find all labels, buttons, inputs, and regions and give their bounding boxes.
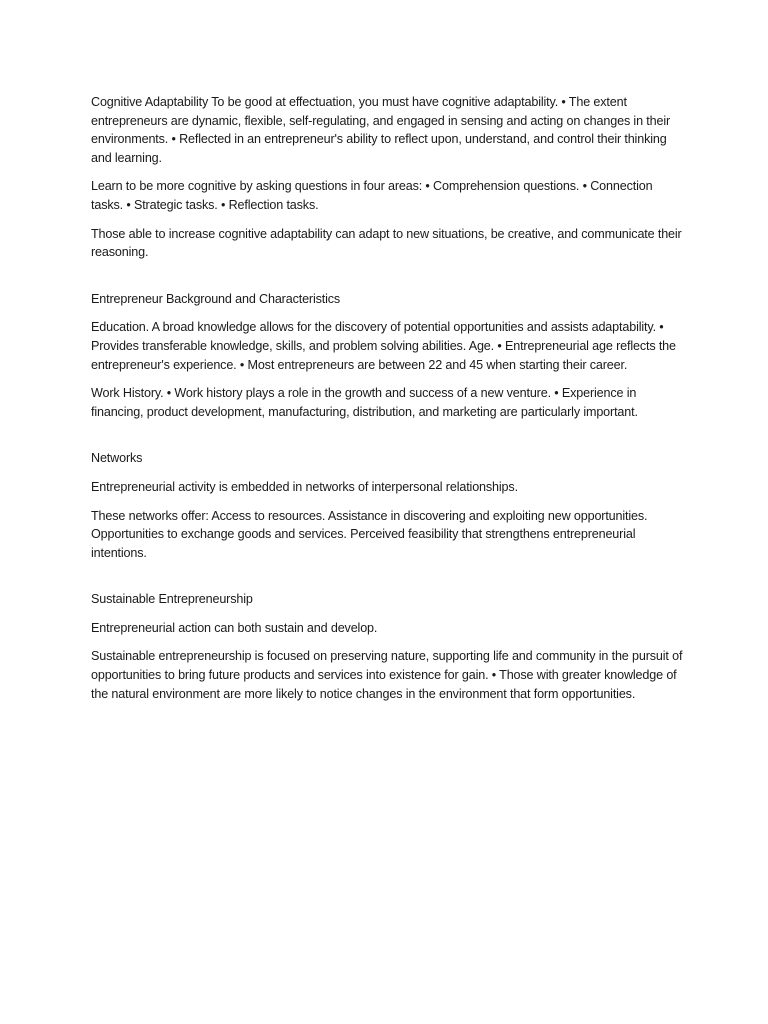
paragraph: These networks offer: Access to resources. Assistance in discovering and exploiting new opportunities. Opportunities to exchange goods and services. Perceived feasibility that strengthens entrepreneurial intentions. [91,508,648,560]
paragraph: Those able to increase cognitive adaptability can adapt to new situations, be creative, and communicate their reasoning. [91,226,682,260]
section-background-characteristics [91,290,683,422]
paragraph: Learn to be more cognitive by asking questions in four areas: • Comprehension questions. • Connection tasks. • Strategic tasks. • Reflection tasks. [91,179,653,212]
paragraph: Education. A broad knowledge allows for the discovery of potential opportunities and assists adaptability. • Provides transferable knowledge, skills, and problem solving abilities. Age. • Entrepreneurial age reflects the entrepreneur's experience. • Most entrepreneurs are between 22 and 45 when starting their career. [91,320,676,372]
section-heading: Sustainable Entrepreneurship [91,592,253,607]
paragraph: Work History. • Work history plays a role in the growth and success of a new venture. • Experience in financing, product development, manufacturing, distribution, and marketing are particularly important. [91,386,638,419]
paragraph: Entrepreneurial action can both sustain and develop. [91,620,378,635]
section-heading: Networks [91,451,143,466]
section-cognitive-adaptability [91,93,683,262]
paragraph: Cognitive Adaptability To be good at effectuation, you must have cognitive adaptability. • The extent entrepreneurs are dynamic, flexible, self-regulating, and engaged in sensing and acting on changes in their environments. • Reflected in an entrepreneur's ability to reflect upon, understand, and control their thinking and learning. [91,95,671,165]
paragraph: Entrepreneurial activity is embedded in networks of interpersonal relationships. [91,479,518,494]
section-heading: Entrepreneur Background and Characteristics [91,291,341,306]
document-body [91,93,683,713]
section-sustainable-entrepreneurship [91,590,683,703]
section-networks [91,449,683,562]
paragraph: Sustainable entrepreneurship is focused on preserving nature, supporting life and community in the pursuit of opportunities to bring future products and services into existence for gain. • Those with greater knowledge of the natural environment are more likely to notice changes in the environment that form opportunities. [91,649,683,701]
